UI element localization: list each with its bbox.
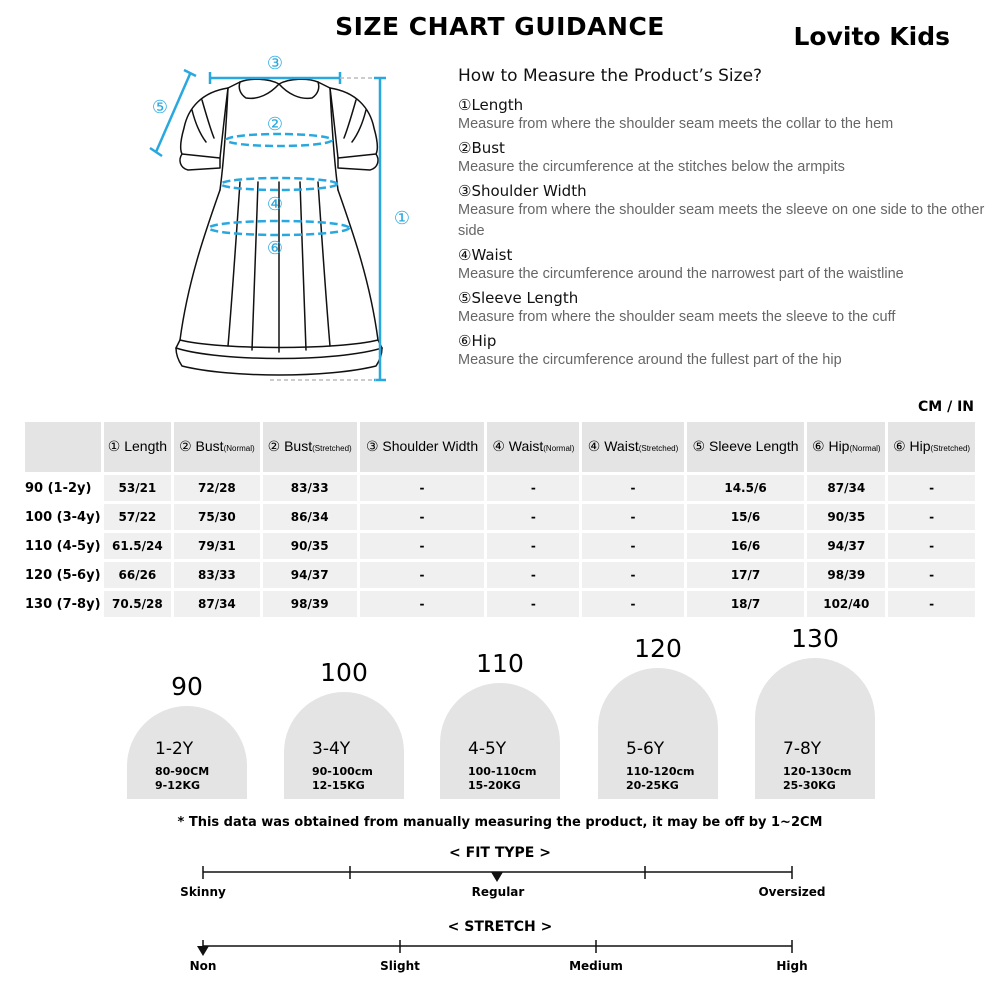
guide-item-length: ①Length Measure from where the shoulder seam meets the collar to the hem [458,96,894,132]
table-cell: - [360,562,484,588]
table-cell: - [582,591,683,617]
row-label: 120 (5-6y) [25,562,101,588]
table-cell: - [360,504,484,530]
col-waist-normal: ④ Waist(Normal) [487,422,579,472]
stretch-title: < STRETCH > [447,919,553,935]
guide-item-bust: ②Bust Measure the circumference at the stitches below the armpits [458,139,845,175]
guide-item-shoulder: ③Shoulder Width Measure from where the shoulder seam meets the sleeve on one side to the other side [458,182,985,239]
table-corner [25,422,101,472]
marker-sleeve: ⑤ [151,97,169,118]
stretch-label-non: Non [189,959,217,973]
table-cell: 83/33 [174,562,259,588]
table-header-row [25,422,975,472]
fit-type-title: < FIT TYPE > [449,845,551,861]
row-label: 100 (3-4y) [25,504,101,530]
table-cell: 70.5/28 [104,591,172,617]
table-cell: 15/6 [687,504,805,530]
col-length: ① Length [104,422,172,472]
table-cell: 16/6 [687,533,805,559]
table-cell: - [487,504,579,530]
table-cell: - [582,504,683,530]
table-cell: 94/37 [263,562,357,588]
marker-shoulder: ③ [266,53,284,74]
table-cell: - [582,475,683,501]
table-cell: - [360,591,484,617]
guide-item-sleeve: ⑤Sleeve Length Measure from where the shoulder seam meets the sleeve to the cuff [458,289,896,325]
disclaimer-note: * This data was obtained from manually measuring the product, it may be off by 1~2CM [177,815,823,830]
table-cell: - [487,475,579,501]
size-card-90: 90 1-2Y 80-90CM 9-12KG [127,672,247,799]
table-cell: - [888,562,975,588]
table-cell: 66/26 [104,562,172,588]
marker-bust: ② [266,114,284,135]
table-cell: - [888,533,975,559]
size-card-110: 110 4-5Y 100-110cm 15-20KG [440,649,560,799]
brand-logo: Lovito Kids [793,22,950,51]
table-cell: - [360,475,484,501]
table-cell: 94/37 [807,533,885,559]
col-bust-normal: ② Bust(Normal) [174,422,259,472]
table-cell: 18/7 [687,591,805,617]
size-card-120: 120 5-6Y 110-120cm 20-25KG [598,634,718,799]
table-cell: - [582,533,683,559]
fit-label-oversized: Oversized [758,885,826,899]
table-cell: 57/22 [104,504,172,530]
table-row [25,475,975,501]
marker-length: ① [393,208,411,229]
table-row [25,591,975,617]
table-cell: - [360,533,484,559]
table-cell: 72/28 [174,475,259,501]
guide-item-hip: ⑥Hip Measure the circumference around the fullest part of the hip [458,332,842,368]
table-cell: 86/34 [263,504,357,530]
table-row [25,562,975,588]
size-card-130: 130 7-8Y 120-130cm 25-30KG [755,624,875,799]
table-cell: 102/40 [807,591,885,617]
table-cell: 53/21 [104,475,172,501]
row-label: 110 (4-5y) [25,533,101,559]
fit-label-skinny: Skinny [180,885,226,899]
table-cell: - [487,591,579,617]
table-cell: 61.5/24 [104,533,172,559]
fit-label-regular: Regular [471,885,525,899]
col-hip-stretched: ⑥ Hip(Stretched) [888,422,975,472]
table-cell: 87/34 [174,591,259,617]
table-cell: 98/39 [807,562,885,588]
table-row [25,504,975,530]
table-cell: 79/31 [174,533,259,559]
row-label: 90 (1-2y) [25,475,101,501]
dress-measurement-diagram [140,50,430,390]
table-cell: - [888,475,975,501]
row-label: 130 (7-8y) [25,591,101,617]
col-waist-stretched: ④ Waist(Stretched) [582,422,683,472]
table-cell: - [888,504,975,530]
measure-guide [458,66,993,371]
table-cell: 17/7 [687,562,805,588]
col-bust-stretched: ② Bust(Stretched) [263,422,357,472]
stretch-label-slight: Slight [380,959,420,973]
table-cell: 90/35 [807,504,885,530]
size-card-100: 100 3-4Y 90-100cm 12-15KG [284,658,404,799]
marker-waist: ④ [266,194,284,215]
col-shoulder-width: ③ Shoulder Width [360,422,484,472]
table-cell: 75/30 [174,504,259,530]
col-sleeve-length: ⑤ Sleeve Length [687,422,805,472]
stretch-label-medium: Medium [569,959,623,973]
table-cell: - [487,533,579,559]
size-table [22,419,978,620]
stretch-label-high: High [776,959,808,973]
table-row [25,533,975,559]
fit-type-pointer-icon [491,872,503,882]
page-title: SIZE CHART GUIDANCE [335,12,665,41]
table-cell: 83/33 [263,475,357,501]
table-cell: 90/35 [263,533,357,559]
table-cell: - [487,562,579,588]
unit-label: CM / IN [918,399,974,415]
table-cell: 87/34 [807,475,885,501]
guide-title: How to Measure the Product’s Size? [458,66,763,86]
col-hip-normal: ⑥ Hip(Normal) [807,422,885,472]
marker-hip: ⑥ [266,238,284,259]
table-cell: - [888,591,975,617]
guide-item-waist: ④Waist Measure the circumference around the narrowest part of the waistline [458,246,904,282]
table-cell: 98/39 [263,591,357,617]
table-cell: 14.5/6 [687,475,805,501]
table-cell: - [582,562,683,588]
stretch-pointer-icon [197,946,209,956]
